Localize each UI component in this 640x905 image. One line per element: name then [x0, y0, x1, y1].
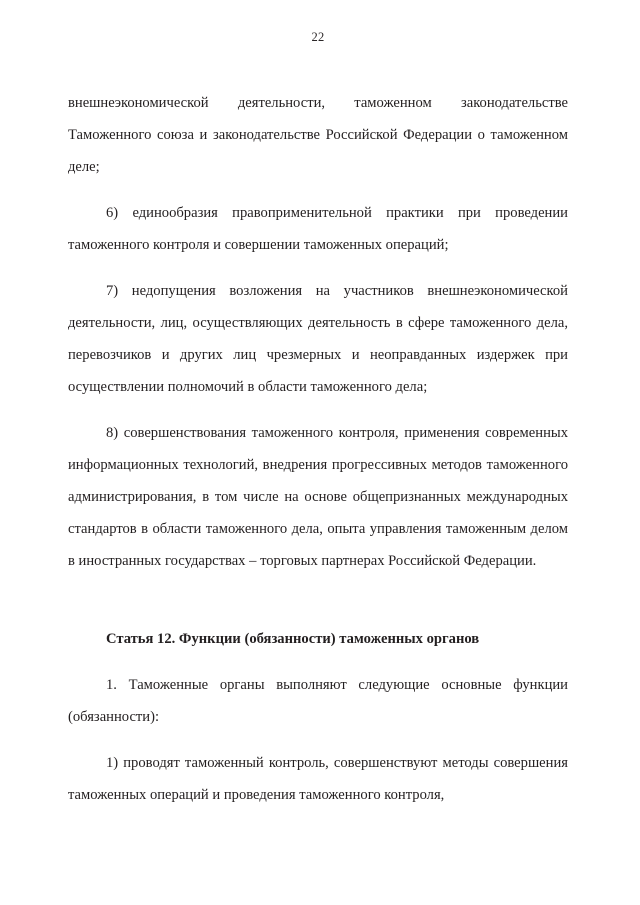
paragraph-item-1: 1) проводят таможенный контроль, совершенствуют методы совершения таможенных операций и проведения таможенного контроля, [68, 755, 568, 803]
paragraph-continuation: внешнеэкономической деятельности, таможенном законодательстве Таможенного союза и законодательстве Российской Федерации о таможенном деле; [68, 95, 568, 175]
paragraph-spacer [68, 403, 568, 417]
section-heading-article-12: Статья 12. Функции (обязанности) таможенных органов [106, 631, 480, 647]
paragraph-clause-1: 1. Таможенные органы выполняют следующие основные функции (обязанности): [68, 677, 568, 725]
page-number: 22 [311, 30, 325, 44]
section-spacer [68, 577, 568, 599]
paragraph-item-6: 6) единообразия правоприменительной практики при проведении таможенного контроля и совершении таможенных операций; [68, 205, 568, 253]
paragraph-item-7: 7) недопущения возложения на участников внешнеэкономической деятельности, лиц, осуществляющих деятельность в сфере таможенного дела, перевозчиков и других лиц чрезмерных и неоправданных издержек при осуществлении полномочий в области таможенного дела; [68, 283, 568, 395]
paragraph-spacer [68, 655, 568, 669]
paragraph-spacer [68, 733, 568, 747]
paragraph-spacer [68, 261, 568, 275]
paragraph-spacer [68, 183, 568, 197]
paragraph-item-8: 8) совершенствования таможенного контроля, применения современных информационных технологий, внедрения прогрессивных методов таможенного администрирования, в том числе на основе общепризнанных международных стандартов в области таможенного дела, опыта управления таможенным делом в иностранных государствах – торговых партнерах Российской Федерации. [68, 425, 568, 569]
